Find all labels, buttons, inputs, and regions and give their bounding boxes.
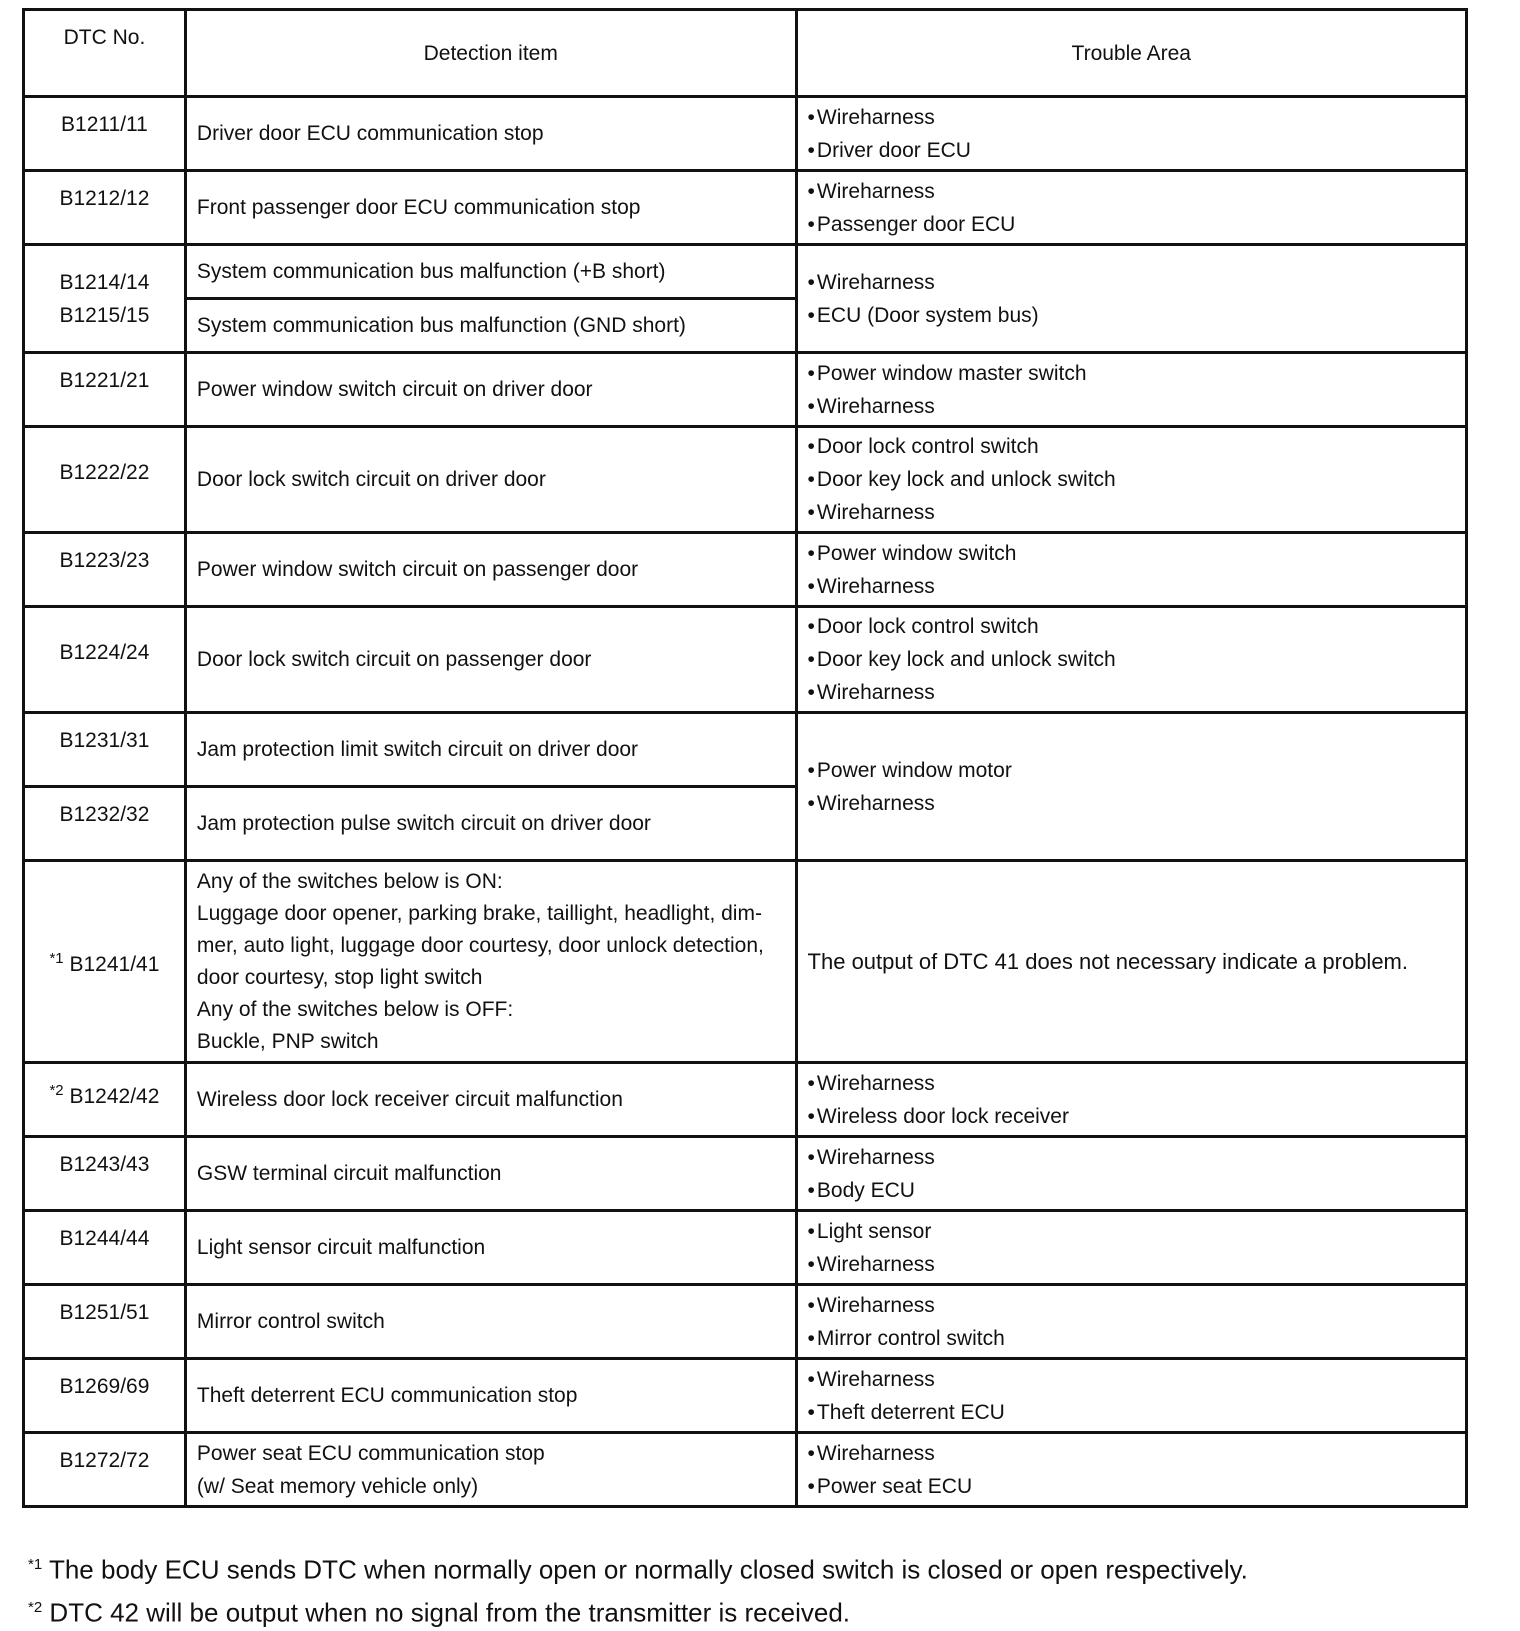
header-row	[24, 10, 1467, 97]
detection-line: (w/ Seat memory vehicle only)	[196, 1474, 479, 1498]
footnote-mark: *2	[28, 1598, 43, 1616]
trouble-area	[796, 607, 1466, 713]
table-row	[24, 171, 1467, 245]
table-row	[24, 607, 1467, 713]
trouble-area-item: • Wireharness	[808, 1141, 1455, 1174]
detection-item: System communication bus malfunction (GND short)	[185, 299, 796, 353]
trouble-area-item: • Door key lock and unlock switch	[808, 463, 1455, 496]
table-row	[24, 533, 1467, 607]
trouble-area-item: • ECU (Door system bus)	[808, 299, 1455, 332]
footnote	[28, 1546, 1248, 1589]
trouble-area-item: • Wireharness	[808, 266, 1455, 299]
dtc-code: B1251/51	[24, 1285, 186, 1359]
trouble-area	[796, 1359, 1466, 1433]
dtc-code-text: B1242/42	[69, 1085, 160, 1108]
trouble-area-item: • Door lock control switch	[808, 430, 1455, 463]
trouble-area-item: • Wireharness	[808, 676, 1455, 709]
trouble-area-item: • Power window switch	[808, 537, 1455, 570]
detection-item: Door lock switch circuit on driver door	[185, 427, 796, 533]
trouble-area-item: • Passenger door ECU	[808, 208, 1455, 241]
detection-line: Any of the switches below is OFF:	[196, 997, 514, 1021]
detection-item: Door lock switch circuit on passenger door	[185, 607, 796, 713]
trouble-area	[796, 427, 1466, 533]
dtc-code: B1222/22	[24, 427, 186, 533]
trouble-area-item: • Power window motor	[808, 754, 1455, 787]
trouble-area	[796, 97, 1466, 171]
dtc-code-line: B1215/15	[59, 303, 150, 327]
footnote-mark: *1	[49, 950, 64, 967]
table-row	[24, 861, 1467, 1063]
dtc-code-text: B1241/41	[69, 953, 160, 976]
footnotes	[28, 1546, 1248, 1631]
table-row	[24, 245, 1467, 299]
trouble-area	[796, 713, 1466, 861]
trouble-area-item: • Mirror control switch	[808, 1322, 1455, 1355]
header-detection: Detection item	[185, 10, 796, 97]
detection-item: Jam protection pulse switch circuit on driver door	[185, 787, 796, 861]
trouble-area	[796, 1433, 1466, 1507]
detection-item: Wireless door lock receiver circuit malfunction	[185, 1063, 796, 1137]
table-row	[24, 713, 1467, 787]
dtc-code: B1231/31	[24, 713, 186, 787]
trouble-area-item: • Wireharness	[808, 787, 1455, 820]
trouble-area	[796, 533, 1466, 607]
dtc-code: B1269/69	[24, 1359, 186, 1433]
trouble-area-item: • Wireharness	[808, 570, 1455, 603]
trouble-area	[796, 1137, 1466, 1211]
dtc-code: B1243/43	[24, 1137, 186, 1211]
trouble-area-item: • Wireharness	[808, 390, 1455, 423]
trouble-area-item: • Door lock control switch	[808, 610, 1455, 643]
trouble-area	[796, 245, 1466, 353]
detection-item: Theft deterrent ECU communication stop	[185, 1359, 796, 1433]
detection-item: Light sensor circuit malfunction	[185, 1211, 796, 1285]
trouble-area-item: • Wireharness	[808, 175, 1455, 208]
footnote	[28, 1589, 1248, 1631]
table-row	[24, 1359, 1467, 1433]
table-row	[24, 1433, 1467, 1507]
trouble-area	[796, 1063, 1466, 1137]
trouble-area-item: • Wireless door lock receiver	[808, 1100, 1455, 1133]
detection-item: GSW terminal circuit malfunction	[185, 1137, 796, 1211]
trouble-area-item: • Power window master switch	[808, 357, 1455, 390]
table-row	[24, 1063, 1467, 1137]
footnote-text: DTC 42 will be output when no signal from the transmitter is received.	[49, 1597, 851, 1628]
trouble-area-item: • Wireharness	[808, 1289, 1455, 1322]
detection-item: Mirror control switch	[185, 1285, 796, 1359]
dtc-code: B1232/32	[24, 787, 186, 861]
detection-item	[185, 1433, 796, 1507]
detection-item	[185, 861, 796, 1063]
trouble-area-item: • Driver door ECU	[808, 134, 1455, 167]
table-row	[24, 427, 1467, 533]
detection-item: Front passenger door ECU communication stop	[185, 171, 796, 245]
table-row	[24, 1211, 1467, 1285]
trouble-area-item: • Wireharness	[808, 1067, 1455, 1100]
footnote-text: The body ECU sends DTC when normally open or normally closed switch is closed or open respectively.	[48, 1554, 1248, 1585]
trouble-area-note: The output of DTC 41 does not necessary indicate a problem.	[796, 861, 1466, 1063]
detection-item: Power window switch circuit on driver door	[185, 353, 796, 427]
trouble-area-item: • Door key lock and unlock switch	[808, 643, 1455, 676]
dtc-table	[22, 8, 1468, 1508]
trouble-area-item: • Theft deterrent ECU	[808, 1396, 1455, 1429]
detection-line: Luggage door opener, parking brake, taillight, headlight, dim-	[196, 901, 762, 925]
trouble-area-item: • Wireharness	[808, 1437, 1455, 1470]
footnote-mark: *2	[49, 1082, 64, 1099]
trouble-area	[796, 1285, 1466, 1359]
trouble-area	[796, 353, 1466, 427]
trouble-area	[796, 1211, 1466, 1285]
trouble-area-item: • Body ECU	[808, 1174, 1455, 1207]
header-dtc: DTC No.	[24, 10, 186, 97]
trouble-area-item: • Wireharness	[808, 101, 1455, 134]
dtc-code: B1211/11	[24, 97, 186, 171]
dtc-code: B1244/44	[24, 1211, 186, 1285]
dtc-code	[24, 245, 186, 353]
footnote-mark: *1	[28, 1556, 43, 1573]
detection-item: System communication bus malfunction (+B short)	[185, 245, 796, 299]
trouble-area	[796, 171, 1466, 245]
dtc-code: B1272/72	[24, 1433, 186, 1507]
detection-item: Driver door ECU communication stop	[185, 97, 796, 171]
trouble-area-item: • Light sensor	[808, 1215, 1455, 1248]
dtc-code	[24, 1063, 186, 1137]
detection-line: door courtesy, stop light switch	[196, 965, 483, 989]
table-row	[24, 1137, 1467, 1211]
dtc-code	[24, 861, 186, 1063]
detection-item: Power window switch circuit on passenger door	[185, 533, 796, 607]
dtc-code: B1221/21	[24, 353, 186, 427]
detection-line: Buckle, PNP switch	[196, 1029, 379, 1053]
dtc-code: B1223/23	[24, 533, 186, 607]
trouble-area-item: • Power seat ECU	[808, 1470, 1455, 1503]
header-trouble-area: Trouble Area	[796, 10, 1466, 97]
trouble-area-item: • Wireharness	[808, 496, 1455, 529]
detection-item: Jam protection limit switch circuit on driver door	[185, 713, 796, 787]
trouble-area-item: • Wireharness	[808, 1363, 1455, 1396]
detection-line: mer, auto light, luggage door courtesy, door unlock detection,	[196, 933, 764, 957]
dtc-code: B1224/24	[24, 607, 186, 713]
table-row	[24, 353, 1467, 427]
dtc-code: B1212/12	[24, 171, 186, 245]
detection-line: Any of the switches below is ON:	[196, 869, 503, 893]
table-row	[24, 97, 1467, 171]
table-row	[24, 1285, 1467, 1359]
dtc-code-line: B1214/14	[59, 270, 150, 294]
trouble-area-item: • Wireharness	[808, 1248, 1455, 1281]
detection-line: Power seat ECU communication stop	[196, 1441, 545, 1465]
